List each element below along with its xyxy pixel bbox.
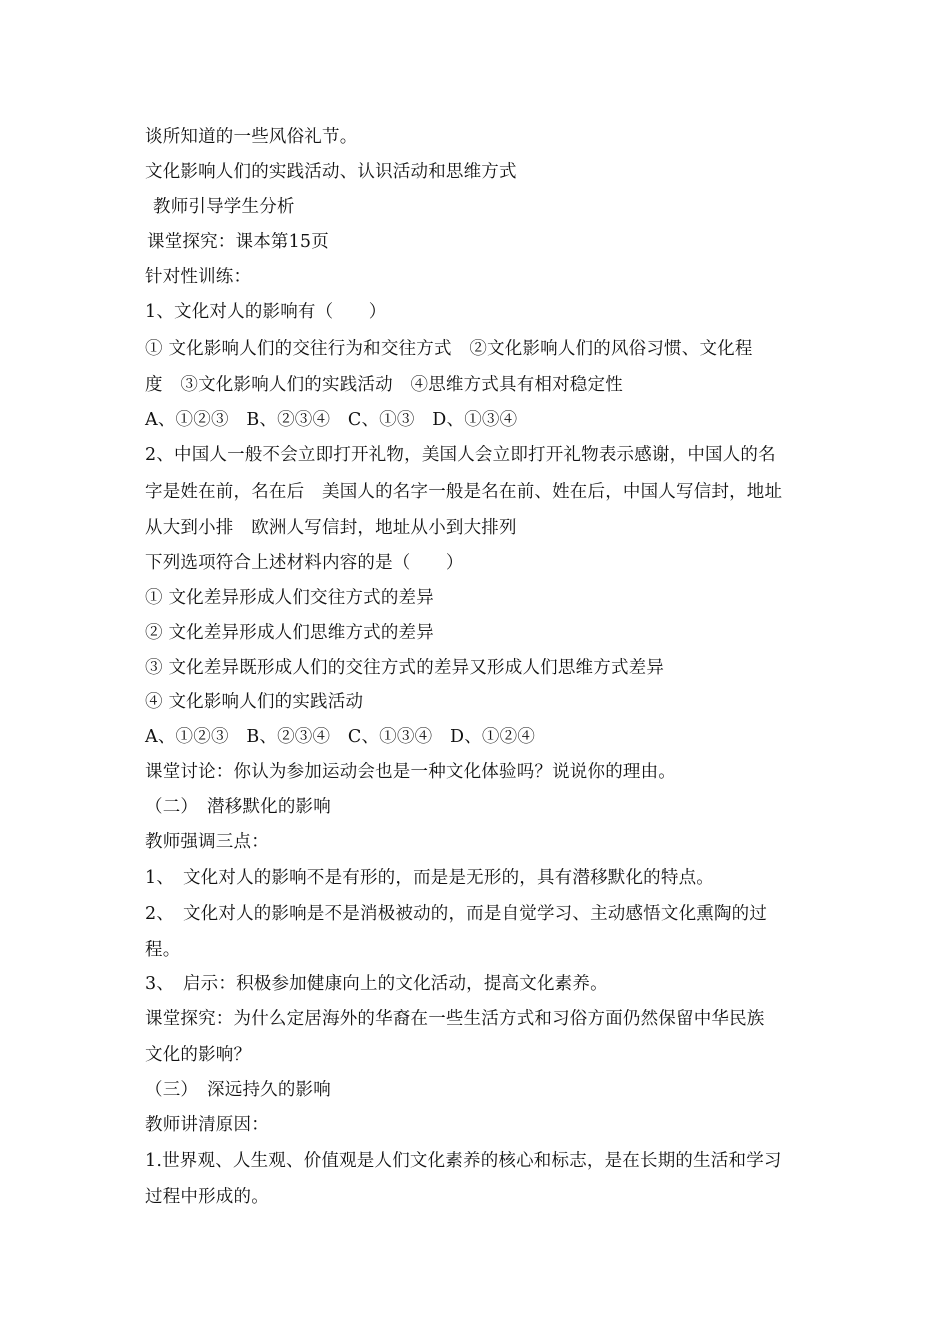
text-line: 1.世界观、人生观、价值观是人们文化素养的核心和标志，是在长期的生活和学习 [145, 1151, 782, 1171]
text-line: 文化的影响？ [145, 1045, 252, 1065]
text-line: 度 ③文化影响人们的实践活动 ④思维方式具有相对稳定性 [145, 375, 623, 395]
text-line: ② 文化差异形成人们思维方式的差异 [145, 623, 434, 643]
answer-options: A、①②③ B、②③④ C、①③④ D、①②④ [145, 727, 536, 747]
text-line: 程。 [145, 940, 181, 960]
text-line: 1、 文化对人的影响不是有形的，而是是无形的，具有潜移默化的特点。 [145, 868, 714, 888]
text-line: 针对性训练： [145, 267, 252, 287]
text-line: 文化影响人们的实践活动、认识活动和思维方式 [145, 162, 517, 182]
answer-options: A、①②③ B、②③④ C、①③ D、①③④ [145, 410, 518, 430]
text-line: 过程中形成的。 [145, 1187, 269, 1207]
text-line: ① 文化影响人们的交往行为和交往方式 ②文化影响人们的风俗习惯、文化程 [145, 339, 753, 359]
text-line: 字是姓在前，名在后 美国人的名字一般是名在前、姓在后，中国人写信封，地址 [145, 482, 783, 502]
question-2: 2、中国人一般不会立即打开礼物，美国人会立即打开礼物表示感谢，中国人的名 [145, 445, 776, 465]
text-line: ④ 文化影响人们的实践活动 [145, 692, 364, 712]
question-1: 1、文化对人的影响有（ ） [145, 302, 387, 322]
text-line: 3、 启示：积极参加健康向上的文化活动，提高文化素养。 [145, 974, 608, 994]
text-line: 课堂探究：为什么定居海外的华裔在一些生活方式和习俗方面仍然保留中华民族 [145, 1009, 765, 1029]
text-line: 谈所知道的一些风俗礼节。 [145, 127, 358, 147]
text-line: 课堂讨论：你认为参加运动会也是一种文化体验吗？说说你的理由。 [145, 762, 676, 782]
text-line: 下列选项符合上述材料内容的是（ ） [145, 553, 464, 573]
text-line: 教师引导学生分析 [153, 197, 295, 217]
section-heading: （二） 潜移默化的影响 [145, 797, 331, 817]
text-line: ① 文化差异形成人们交往方式的差异 [145, 588, 434, 608]
text-line: ③ 文化差异既形成人们的交往方式的差异又形成人们思维方式差异 [145, 658, 665, 678]
text-line: 2、 文化对人的影响是不是消极被动的，而是自觉学习、主动感悟文化熏陶的过 [145, 904, 768, 924]
section-heading: （三） 深远持久的影响 [145, 1080, 331, 1100]
text-line: 从大到小排 欧洲人写信封，地址从小到大排列 [145, 518, 517, 538]
text-line: 教师强调三点： [145, 832, 269, 852]
text-line: 教师讲清原因： [145, 1115, 269, 1135]
text-line: 课堂探究：课本第15页 [147, 232, 329, 252]
